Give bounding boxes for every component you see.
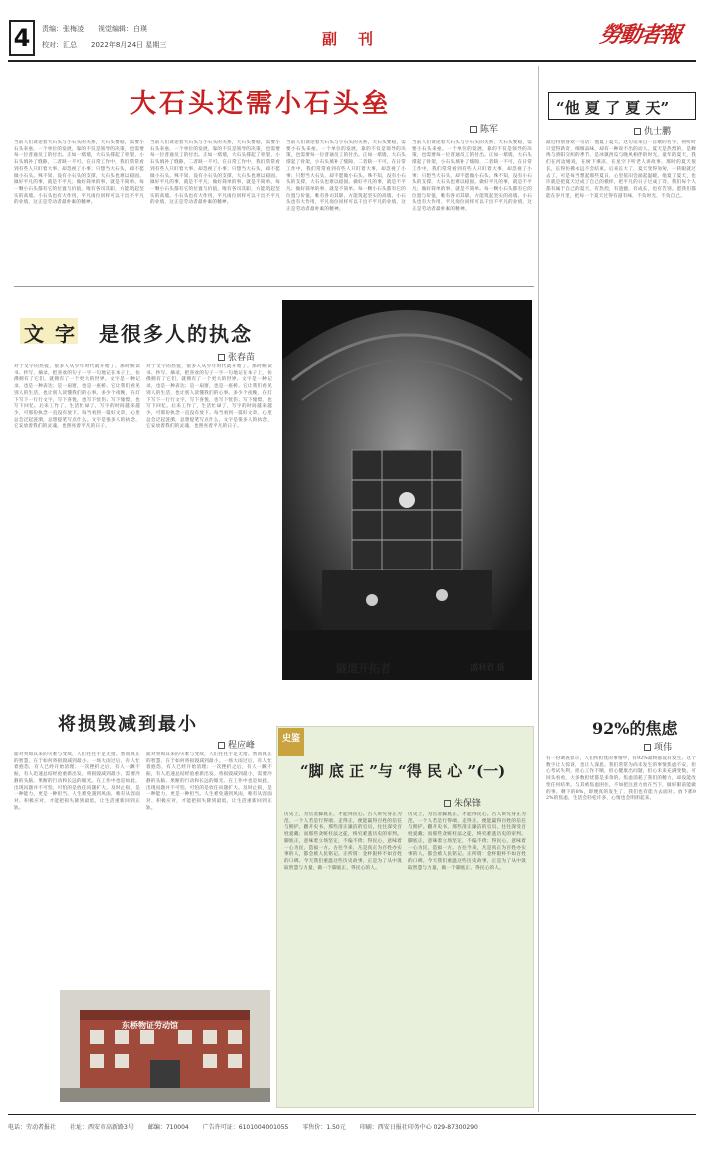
building-photo-graphic [60,990,270,1102]
footer-price: 零售价：1.50元 [302,1123,346,1131]
article2-byline: 张春苗 [218,350,255,363]
byline-square-icon [644,744,651,751]
article1-byline: 陈军 [470,122,498,135]
article3-byline: 程应峰 [218,738,255,751]
article5-title: “脚 底 正 ”与 “得 民 心 ”(一) [300,762,506,780]
article5-col2: 历史上，为官者脚底正，才能得民心。古人讲究身正为范，一个人若是行得端、走得正，便能赢得百姓的信任与拥护。翻开史书，那些清正廉洁的官员，往往深受百姓爱戴；而那些贪赃枉法之徒，终究难逃历史的审判。脚底正，意味着立场坚定，不偏不倚；得民心，意味着一心为民，造福一方。古往今来，凡是真正为百姓办实事的人，都会被人民铭记。正所谓：金杯银杯不如百姓的口碑。今天我们重温这些历史故事，正是为了从中汲取智慧与力量，做一个脚底正、得民心的人。 [408,812,526,871]
article4-byline: 仇士鹏 [634,124,671,137]
proof-line: 校对：汇总 2022年8月24日 星期三 [42,41,167,49]
article3-col2: 面对突如其来的灾难与变故，人们往往手足无措。然而真正的智慧，在于如何将损毁减到最小。一场大雨过后，有人忙着抱怨，有人已经开始清理；一次挫折之后，有人一蹶不振，有人迅速总结经验重新出发。将损毁减到最小，需要冷静的头脑、果断的行动和长远的眼光。在工作中也是如此，出现问题并不可怕，可怕的是放任问题扩大。及时止损，是一种能力，更是一种担当。人生难免遇到风雨，唯有从容面对、积极应对，才能把损失降到最低，让生活重新回到正轨。 [146,752,272,811]
header-rule [8,60,696,62]
tunnel-photo [282,300,532,680]
photo-credit: 盛利君 摄 [470,663,505,672]
tunnel-photo-graphic [282,300,532,680]
photo-caption: 隧道开拓者 [336,662,391,675]
editor-line: 责编：张梅凌 视觉编辑：白瑛 [42,25,147,33]
page-number-box [9,20,35,56]
article1-col3: 当前人们谈论着大石头与小石头的关系，大石头要稳，需要小石头来垒。一个单位的发展，靠的不仅是领导的决策，也需要每一位普通员工的付出。正如一堵墙，大石头撑起了骨架，小石头填补了缝隙，二者缺一不可。在日常工作中，我们常常看到有些人只盯着大事，却忽视了小事；只想当大石头，却不愿做小石头。殊不知，没有小石头的支撑，大石头也难以稳固。做好平凡的事，就是不平凡；做好简单的事，就是不简单。每一颗小石头都有它的位置与价值，唯有各司其职，方能筑起坚实的高墙。小石头也有大作用，平凡岗位同样可以干出不平凡的业绩，这正是劳动者最朴素的精神。 [286,140,406,213]
article6-byline: 项伟 [644,740,672,753]
footer-rule [8,1114,696,1115]
article1-col2: 当前人们谈论着大石头与小石头的关系，大石头要稳，需要小石头来垒。一个单位的发展，靠的不仅是领导的决策，也需要每一位普通员工的付出。正如一堵墙，大石头撑起了骨架，小石头填补了缝隙，二者缺一不可。在日常工作中，我们常常看到有些人只盯着大事，却忽视了小事；只想当大石头，却不愿做小石头。殊不知，没有小石头的支撑，大石头也难以稳固。做好平凡的事，就是不平凡；做好简单的事，就是不简单。每一颗小石头都有它的位置与价值，唯有各司其职，方能筑起坚实的高墙。小石头也有大作用，平凡岗位同样可以干出不平凡的业绩，这正是劳动者最朴素的精神。 [150,140,280,206]
footer-postcode: 邮编：710004 [147,1123,189,1131]
footer-bar [8,1118,696,1134]
byline-square-icon [444,800,451,807]
article5-col1: 历史上，为官者脚底正，才能得民心。古人讲究身正为范，一个人若是行得端、走得正，便能赢得百姓的信任与拥护。翻开史书，那些清正廉洁的官员，往往深受百姓爱戴；而那些贪赃枉法之徒，终究难逃历史的审判。脚底正，意味着立场坚定，不偏不倚；得民心，意味着一心为民，造福一方。古往今来，凡是真正为百姓办实事的人，都会被人民铭记。正所谓：金杯银杯不如百姓的口碑。今天我们重温这些历史故事，正是为了从中汲取智慧与力量，做一个脚底正、得民心的人。 [284,812,402,871]
article6-title: 92%的焦虑 [592,719,678,738]
footer-address: 社址：西安市高新路3号 [70,1123,134,1131]
divider-1 [14,286,534,287]
footer-printer: 印刷：西安日报社印务中心 029-87300290 [359,1123,478,1131]
article1-col1: 当前人们谈论着大石头与小石头的关系，大石头要稳，需要小石头来垒。一个单位的发展，靠的不仅是领导的决策，也需要每一位普通员工的付出。正如一堵墙，大石头撑起了骨架，小石头填补了缝隙，二者缺一不可。在日常工作中，我们常常看到有些人只盯着大事，却忽视了小事；只想当大石头，却不愿做小石头。殊不知，没有小石头的支撑，大石头也难以稳固。做好平凡的事，就是不平凡；做好简单的事，就是不简单。每一颗小石头都有它的位置与价值，唯有各司其职，方能筑起坚实的高墙。小石头也有大作用，平凡岗位同样可以干出不平凡的业绩，这正是劳动者最朴素的精神。 [14,140,144,206]
section-name: 副 刊 [322,30,377,48]
page-number: 4 [13,24,31,52]
masthead-logo: 勞動者報 [597,22,682,48]
article4-body: 最近特别喜欢一句话：他夏了夏天。这句话来自一首歌的名字，初听时只觉得新奇，细细品味，却有一种说不出的动人。夏天是热烈的，是蝉鸣与骄阳交织的季节，是冰镇西瓜与晚风相伴的时光。童年的夏天，我们在河边嬉戏，在树下乘凉，在星空下听老人讲故事。那时的夏天很长，长得仿佛永远不会结束。后来长大了，夏天变得匆匆，一转眼就过去了。可是每当想起那些夏日，心里依旧会涌起温暖。他夏了夏天，也许就是把夏天过成了自己的模样，把平凡的日子过成了诗。我们每个人都有属于自己的夏天，有热烈，有遗憾，有成长，也有告别。愿我们都能在岁月里，把每一个夏天过得有滋有味，不负时光，不负自己。 [546,140,696,199]
footer-hotline: 电话：劳动者报社 [8,1123,57,1131]
byline-square-icon [218,742,225,749]
article6-body: 有一份调查显示，人们所担忧的事情中，有92%最终都没有发生。这个数字让人惊讶，也让人深思。我们常常为尚未发生的事情焦虑不安，担心考试失利，担心工作不顺，担心健康出问题，担心未来充满变数。可回头看看，大多数担忧都是多余的。焦虑消耗了我们的精力，却没能改变任何结果。与其被焦虑困住，不如把注意力放在当下，做好眼前能做的事。剩下的8%，即便真的发生了，我们也有能力去面对。放下那92%的焦虑，生活会轻松许多，心情也会明朗起来。 [546,756,696,802]
article3-title: 将损毁减到最小 [58,714,198,735]
article1-title: 大石头还需小石头垒 [130,89,392,119]
building-photo [60,990,270,1102]
article3-col1: 面对突如其来的灾难与变故，人们往往手足无措。然而真正的智慧，在于如何将损毁减到最小。一场大雨过后，有人忙着抱怨，有人已经开始清理；一次挫折之后，有人一蹶不振，有人迅速总结经验重新出发。将损毁减到最小，需要冷静的头脑、果断的行动和长远的眼光。在工作中也是如此，出现问题并不可怕，可怕的是放任问题扩大。及时止损，是一种能力，更是一种担当。人生难免遇到风雨，唯有从容面对、积极应对，才能把损失降到最低，让生活重新回到正轨。 [14,752,140,811]
article2-col1: 对于文字的热爱，很多人从少年时代就开始了。那时候读书、抄写、摘录，把喜欢的句子一字一句地记在本子上，仿佛拥有了它们，就拥有了一个更大的世界。文字是一种记录，也是一种表达；是一扇窗，也是一座桥。它让我们看见别人的生活，也让别人读懂我们的心事。多少个夜晚，在灯下写下一行行文字，写下喜悦，也写下忧伤；写下憧憬，也写下回忆。后来工作了，生活忙碌了，写字的时间越来越少，可那份执念一直没有放下。每当看到一篇好文章，心里总会泛起涟漪，总想提笔写点什么。文字是很多人的执念，它安放着我们的灵魂，也照亮着平凡的日子。 [14,364,140,430]
article5-badge: 史鉴 [278,728,304,756]
right-column-rule [538,66,539,1112]
article1-col4: 当前人们谈论着大石头与小石头的关系，大石头要稳，需要小石头来垒。一个单位的发展，靠的不仅是领导的决策，也需要每一位普通员工的付出。正如一堵墙，大石头撑起了骨架，小石头填补了缝隙，二者缺一不可。在日常工作中，我们常常看到有些人只盯着大事，却忽视了小事；只想当大石头，却不愿做小石头。殊不知，没有小石头的支撑，大石头也难以稳固。做好平凡的事，就是不平凡；做好简单的事，就是不简单。每一颗小石头都有它的位置与价值，唯有各司其职，方能筑起坚实的高墙。小石头也有大作用，平凡岗位同样可以干出不平凡的业绩，这正是劳动者最朴素的精神。 [412,140,532,213]
article4-title: “他 夏 了 夏 天” [556,99,670,117]
building-sign: 东桥物证劳动馆 [122,1020,178,1030]
footer-license: 广告许可证：6101004001055 [202,1123,289,1131]
byline-square-icon [218,354,225,361]
article2-col2: 对于文字的热爱，很多人从少年时代就开始了。那时候读书、抄写、摘录，把喜欢的句子一字一句地记在本子上，仿佛拥有了它们，就拥有了一个更大的世界。文字是一种记录，也是一种表达；是一扇窗，也是一座桥。它让我们看见别人的生活，也让别人读懂我们的心事。多少个夜晚，在灯下写下一行行文字，写下喜悦，也写下忧伤；写下憧憬，也写下回忆。后来工作了，生活忙碌了，写字的时间越来越少，可那份执念一直没有放下。每当看到一篇好文章，心里总会泛起涟漪，总想提笔写点什么。文字是很多人的执念，它安放着我们的灵魂，也照亮着平凡的日子。 [146,364,272,430]
byline-square-icon [634,128,641,135]
article2-title: 文 字 是很多人的执念 [24,322,253,346]
byline-square-icon [470,126,477,133]
article5-byline: 朱保锋 [444,796,481,809]
